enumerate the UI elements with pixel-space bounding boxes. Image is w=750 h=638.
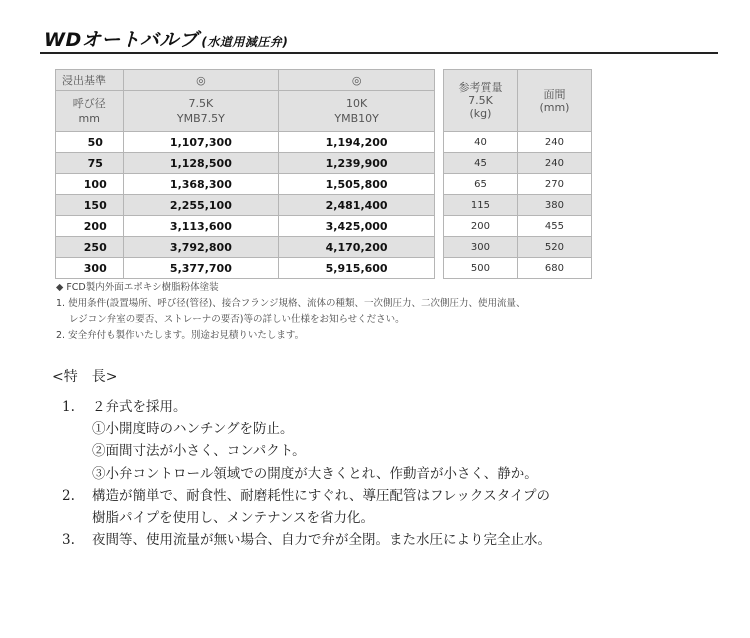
price-row-7-5k: 3,113,600 (123, 216, 279, 237)
col-7-5k-model: YMB7.5Y (176, 112, 225, 125)
col-10k-rating: 10K (346, 97, 368, 110)
col-10k-model: YMB10Y (334, 112, 379, 125)
price-row (56, 132, 435, 153)
spec-row-weight: 40 (444, 132, 518, 153)
spec-row-weight: 500 (444, 258, 518, 279)
price-row-size: 100 (56, 174, 124, 195)
leach-standard-label: 浸出基準 (56, 70, 124, 91)
note-coating: ◆ FCD製内外面エポキシ樹脂粉体塗装 (56, 282, 219, 293)
spec-row (444, 258, 592, 279)
page-title (44, 25, 288, 52)
spec-row-weight: 200 (444, 216, 518, 237)
weight-header-unit: (kg) (469, 107, 492, 120)
face-to-face-label: 面間 (543, 87, 566, 101)
price-row-7-5k: 2,255,100 (123, 195, 279, 216)
price-row (56, 237, 435, 258)
price-row-7-5k: 5,377,700 (123, 258, 279, 279)
spec-row-face: 455 (517, 216, 591, 237)
feature-text-continued: 樹脂パイプを使用し、メンテナンスを省力化。 (92, 510, 375, 527)
price-row-10k: 1,239,900 (279, 153, 435, 174)
price-header-row-2 (56, 91, 435, 132)
spec-row (444, 216, 592, 237)
note-1: 1. 使用条件(設置場所、呼び径(管径)、接合フランジ規格、流体の種類、一次側圧力、二次側圧力、使用流量、 (56, 298, 526, 309)
spec-row (444, 195, 592, 216)
price-row-7-5k: 1,128,500 (123, 153, 279, 174)
price-row (56, 258, 435, 279)
price-row-size: 200 (56, 216, 124, 237)
title-subtitle: (水道用減圧弁) (201, 35, 289, 49)
spec-row-weight: 115 (444, 195, 518, 216)
spec-row-weight: 65 (444, 174, 518, 195)
nominal-size-unit: mm (78, 112, 100, 125)
price-table (55, 69, 435, 279)
nominal-size-header (56, 91, 124, 132)
face-to-face-header (517, 70, 591, 132)
feature-number: 1. (62, 399, 75, 415)
col-7-5k-rating: 7.5K (188, 97, 214, 110)
spec-row (444, 153, 592, 174)
feature-sub-item: ③小弁コントロール領域での開度が大きくとれ、作動音が小さく、静か。 (92, 465, 538, 482)
face-to-face-unit: (mm) (539, 100, 570, 114)
spec-row-face: 240 (517, 153, 591, 174)
nominal-size-label: 呼び径 (72, 97, 106, 110)
price-row-size: 50 (56, 132, 124, 153)
feature-item-3 (62, 529, 551, 551)
spec-header-row (444, 70, 592, 132)
spec-row (444, 174, 592, 195)
spec-row-weight: 45 (444, 153, 518, 174)
price-header-row-1 (56, 70, 435, 91)
spec-row-face: 680 (517, 258, 591, 279)
feature-text: 夜間等、使用流量が無い場合、自力で弁が全閉。また水圧により完全止水。 (92, 532, 551, 549)
price-row-size: 150 (56, 195, 124, 216)
title-bar (40, 22, 718, 54)
weight-header-rating: 7.5K (468, 94, 493, 107)
weight-header-label: 参考質量 (458, 81, 503, 94)
spec-row-weight: 300 (444, 237, 518, 258)
note-1-continued: レジコン弁室の要否、ストレーナの要否)等の詳しい仕様をお知らせください。 (69, 314, 405, 325)
price-row-size: 250 (56, 237, 124, 258)
col-7-5k-header (123, 91, 279, 132)
price-row-10k: 4,170,200 (279, 237, 435, 258)
price-row-10k: 2,481,400 (279, 195, 435, 216)
feature-text: ２弁式を採用。 (92, 399, 187, 415)
spec-row-face: 270 (517, 174, 591, 195)
feature-item-1 (62, 396, 551, 418)
price-row (56, 195, 435, 216)
price-row-size: 300 (56, 258, 124, 279)
feature-sub-item: ①小開度時のハンチングを防止。 (92, 421, 294, 438)
spec-table (443, 69, 592, 279)
price-row (56, 153, 435, 174)
weight-header (444, 70, 518, 132)
feature-text: 構造が簡単で、耐食性、耐磨耗性にすぐれ、導圧配管はフレックスタイプの (92, 487, 551, 504)
price-row (56, 174, 435, 195)
note-2: 2. 安全弁付も製作いたします。別途お見積りいたします。 (56, 330, 305, 341)
price-row-7-5k: 1,368,300 (123, 174, 279, 195)
feature-item-2 (62, 485, 551, 507)
notes (56, 280, 525, 344)
spec-row (444, 237, 592, 258)
leach-standard-7-5k: ◎ (123, 70, 279, 91)
price-row-10k: 5,915,600 (279, 258, 435, 279)
feature-number: 3. (62, 532, 75, 549)
price-row-10k: 3,425,000 (279, 216, 435, 237)
price-row-10k: 1,505,800 (279, 174, 435, 195)
spec-row-face: 380 (517, 195, 591, 216)
spec-row-face: 240 (517, 132, 591, 153)
feature-number: 2. (62, 487, 75, 504)
title-text: WDオートバルブ (44, 29, 199, 51)
price-row-7-5k: 3,792,800 (123, 237, 279, 258)
leach-standard-10k: ◎ (279, 70, 435, 91)
features-heading: <特 長> (52, 369, 118, 385)
spec-row (444, 132, 592, 153)
price-row (56, 216, 435, 237)
price-row-size: 75 (56, 153, 124, 174)
feature-sub-item: ②面間寸法が小さく、コンパクト。 (92, 443, 306, 460)
col-10k-header (279, 91, 435, 132)
price-row-10k: 1,194,200 (279, 132, 435, 153)
spec-row-face: 520 (517, 237, 591, 258)
features-list (62, 396, 551, 551)
price-row-7-5k: 1,107,300 (123, 132, 279, 153)
